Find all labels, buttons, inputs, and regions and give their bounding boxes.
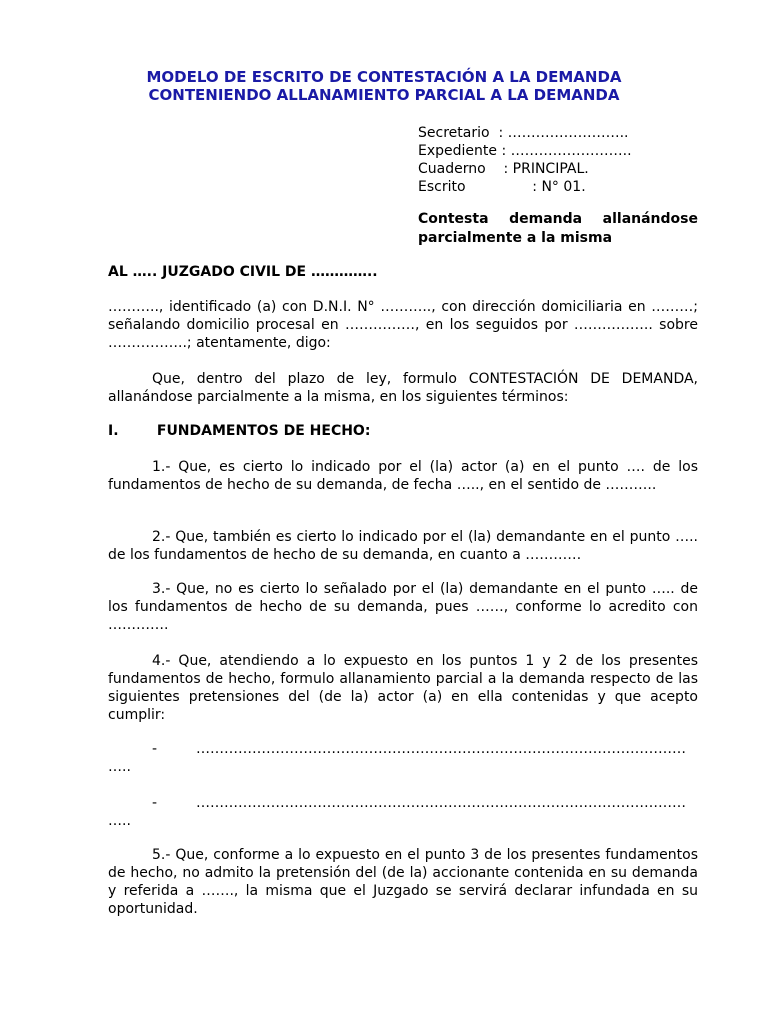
section-title: FUNDAMENTOS DE HECHO:	[156, 423, 371, 439]
bullet-dots-continuation: …..	[108, 813, 131, 829]
paragraph-5: 5.- Que, conforme a lo expuesto en el punto 3 de los presentes fundamentos de hecho, no admito la pretensión del (de la) accionante contenida en su demanda y referida a ……., la misma que el Juzgado se servirá declarar infundada en su oportunidad.	[108, 847, 698, 917]
title-line-2: CONTENIENDO ALLANAMIENTO PARCIAL A LA DEMANDA	[148, 86, 620, 104]
case-metadata	[418, 124, 632, 196]
sumilla: Contesta demanda allanándose parcialmente a la misma	[418, 211, 698, 246]
section-heading	[108, 423, 370, 439]
meta-secretario: Secretario : ……………………..	[418, 125, 629, 141]
paragraph-3: 3.- Que, no es cierto lo señalado por el (la) demandante en el punto ….. de los fundamentos de hecho de su demanda, pues ……, conforme lo acredito con ………….	[108, 581, 698, 633]
paragraph-2: 2.- Que, también es cierto lo indicado por el (la) demandante en el punto ….. de los fundamentos de hecho de su demanda, en cuanto a …………	[108, 529, 698, 563]
que-paragraph: Que, dentro del plazo de ley, formulo CONTESTACIÓN DE DEMANDA, allanándose parcialmente a la misma, en los siguientes términos:	[108, 371, 698, 405]
bullet-dash: -	[152, 795, 158, 811]
bullet-dots-continuation: …..	[108, 759, 131, 775]
bullet-dash: -	[152, 741, 158, 757]
section-number: I.	[108, 423, 119, 439]
meta-cuaderno: Cuaderno : PRINCIPAL.	[418, 161, 589, 177]
bullet-dots-line: ……………………………………………………………………………………………	[196, 795, 686, 811]
bullet-dots-line: ……………………………………………………………………………………………	[196, 741, 686, 757]
meta-expediente: Expediente : ……………………..	[418, 143, 632, 159]
meta-escrito: Escrito : N° 01.	[418, 179, 586, 195]
title-line-1: MODELO DE ESCRITO DE CONTESTACIÓN A LA DEMANDA	[146, 68, 622, 86]
paragraph-4: 4.- Que, atendiendo a lo expuesto en los puntos 1 y 2 de los presentes fundamentos de hecho, formulo allanamiento parcial a la demanda respecto de las siguientes pretensiones del (de la) actor (a) en ella contenidas y que acepto cumplir:	[108, 653, 698, 723]
paragraph-1: 1.- Que, es cierto lo indicado por el (la) actor (a) en el punto …. de los fundamentos de hecho de su demanda, de fecha ….., en el sentido de ………..	[108, 459, 698, 493]
addressee: AL ….. JUZGADO CIVIL DE …………..	[108, 264, 378, 280]
intro-paragraph: ……….., identificado (a) con D.N.I. N° ……….., con dirección domiciliaria en ………; señalando domicilio procesal en ……………, en los seguidos por …………….. sobre ……………..; atentamente, digo:	[108, 299, 698, 351]
document-title	[0, 68, 768, 104]
